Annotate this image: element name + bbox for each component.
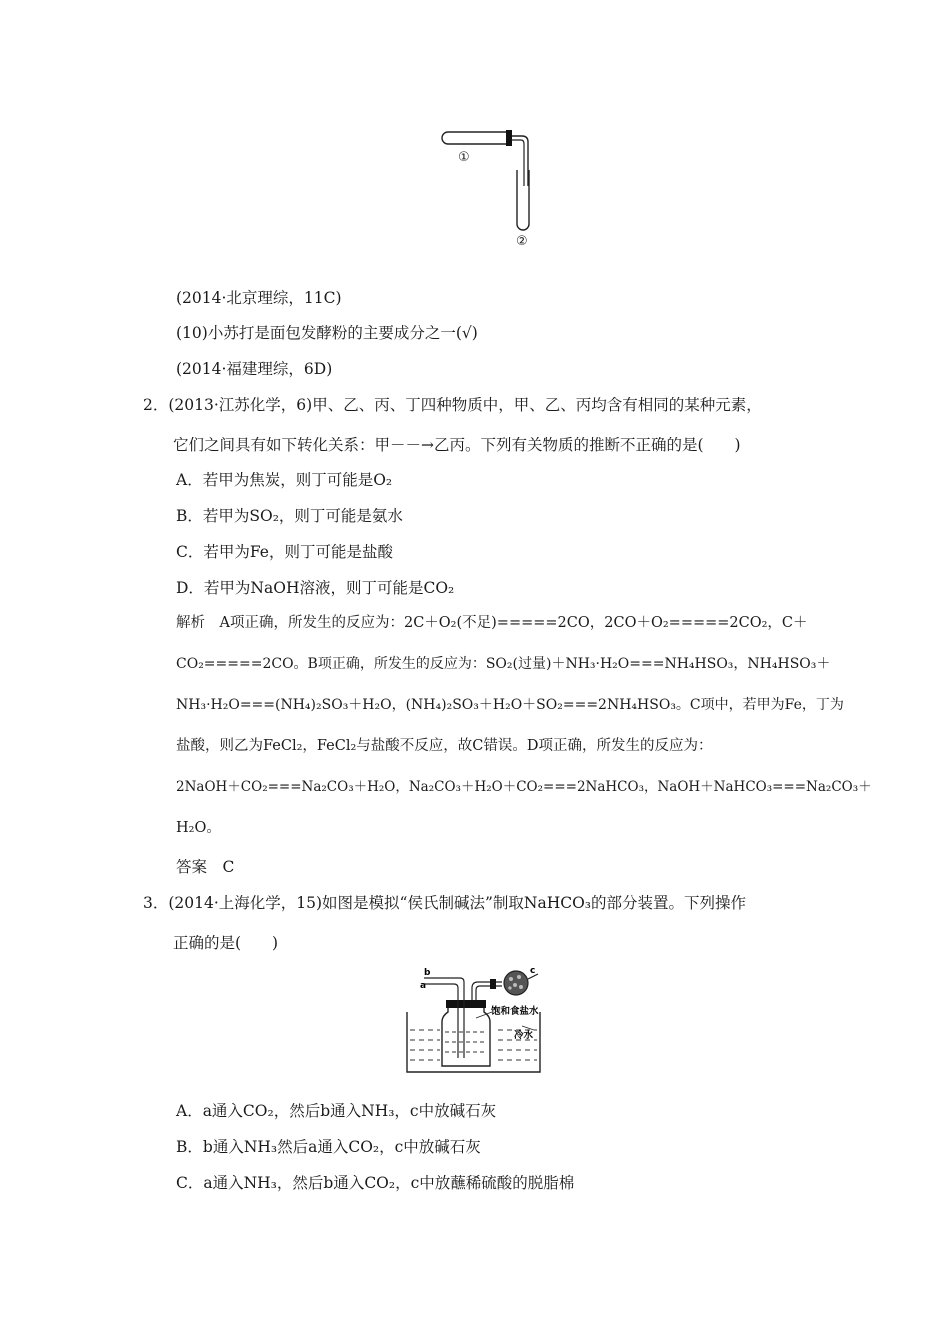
test-tube-figure (436, 124, 546, 246)
q2-analysis-line5: 2NaOH＋CO₂===Na₂CO₃＋H₂O，Na₂CO₃＋H₂O＋CO₂===2NaHCO₃，NaOH＋NaHCO₃===Na₂CO₃＋ (176, 779, 872, 795)
item10-source: (2014·福建理综，6D) (176, 360, 333, 378)
item10: (10)小苏打是面包发酵粉的主要成分之一(√) (176, 324, 478, 342)
q2-analysis-line2: CO₂=====2CO。B项正确，所发生的反应为：SO₂(过量)＋NH₃·H₂O===NH₄HSO₃，NH₄HSO₃＋ (176, 656, 831, 672)
q3-stem-line2: 正确的是( ) (173, 934, 279, 952)
q3-option-c: C．a通入NH₃，然后b通入CO₂，c中放蘸稀硫酸的脱脂棉 (176, 1174, 575, 1192)
q2-option-a: A．若甲为焦炭，则丁可能是O₂ (176, 471, 393, 489)
q3-stem-line1: 3．(2014·上海化学，15)如图是模拟“侯氏制碱法”制取NaHCO₃的部分装置。下列操作 (143, 894, 747, 912)
tube-b-label: b (424, 968, 431, 978)
q3-option-a: A．a通入CO₂，然后b通入NH₃，c中放碱石灰 (176, 1102, 497, 1120)
hou-process-apparatus-figure (404, 962, 546, 1078)
q2-option-c: C．若甲为Fe，则丁可能是盐酸 (176, 543, 393, 561)
q2-analysis-line6: H₂O。 (176, 820, 221, 836)
tube-c-label: c (530, 966, 536, 976)
q2-option-d: D．若甲为NaOH溶液，则丁可能是CO₂ (176, 579, 455, 597)
q2-analysis-line1: 解析 A项正确，所发生的反应为：2C＋O₂(不足)=====2CO，2CO＋O₂=====2CO₂，C＋ (176, 615, 808, 631)
q2-answer: 答案 C (176, 858, 235, 876)
brine-label: 饱和食盐水 (491, 1006, 539, 1017)
q2-option-b: B．若甲为SO₂，则丁可能是氨水 (176, 507, 403, 525)
tube-label-1: ① (458, 150, 470, 165)
q3-option-b: B．b通入NH₃然后a通入CO₂，c中放碱石灰 (176, 1138, 481, 1156)
q2-analysis-line3: NH₃·H₂O===(NH₄)₂SO₃＋H₂O，(NH₄)₂SO₃＋H₂O＋SO₂===2NH₄HSO₃。C项中，若甲为Fe，丁为 (176, 697, 844, 713)
q2-stem-line1: 2．(2013·江苏化学，6)甲、乙、丙、丁四种物质中，甲、乙、丙均含有相同的某种元素， (143, 396, 762, 414)
tube-label-2: ② (516, 234, 528, 246)
tube-a-label: a (420, 981, 427, 991)
q2-stem-line2: 它们之间具有如下转化关系：甲－－→乙丙。下列有关物质的推断不正确的是( ) (173, 436, 741, 454)
item9-source: (2014·北京理综，11C) (176, 289, 342, 307)
cold-water-label: 冷水 (514, 1030, 534, 1041)
q2-analysis-line4: 盐酸，则乙为FeCl₂，FeCl₂与盐酸不反应，故C错误。D项正确，所发生的反应为： (176, 738, 713, 754)
